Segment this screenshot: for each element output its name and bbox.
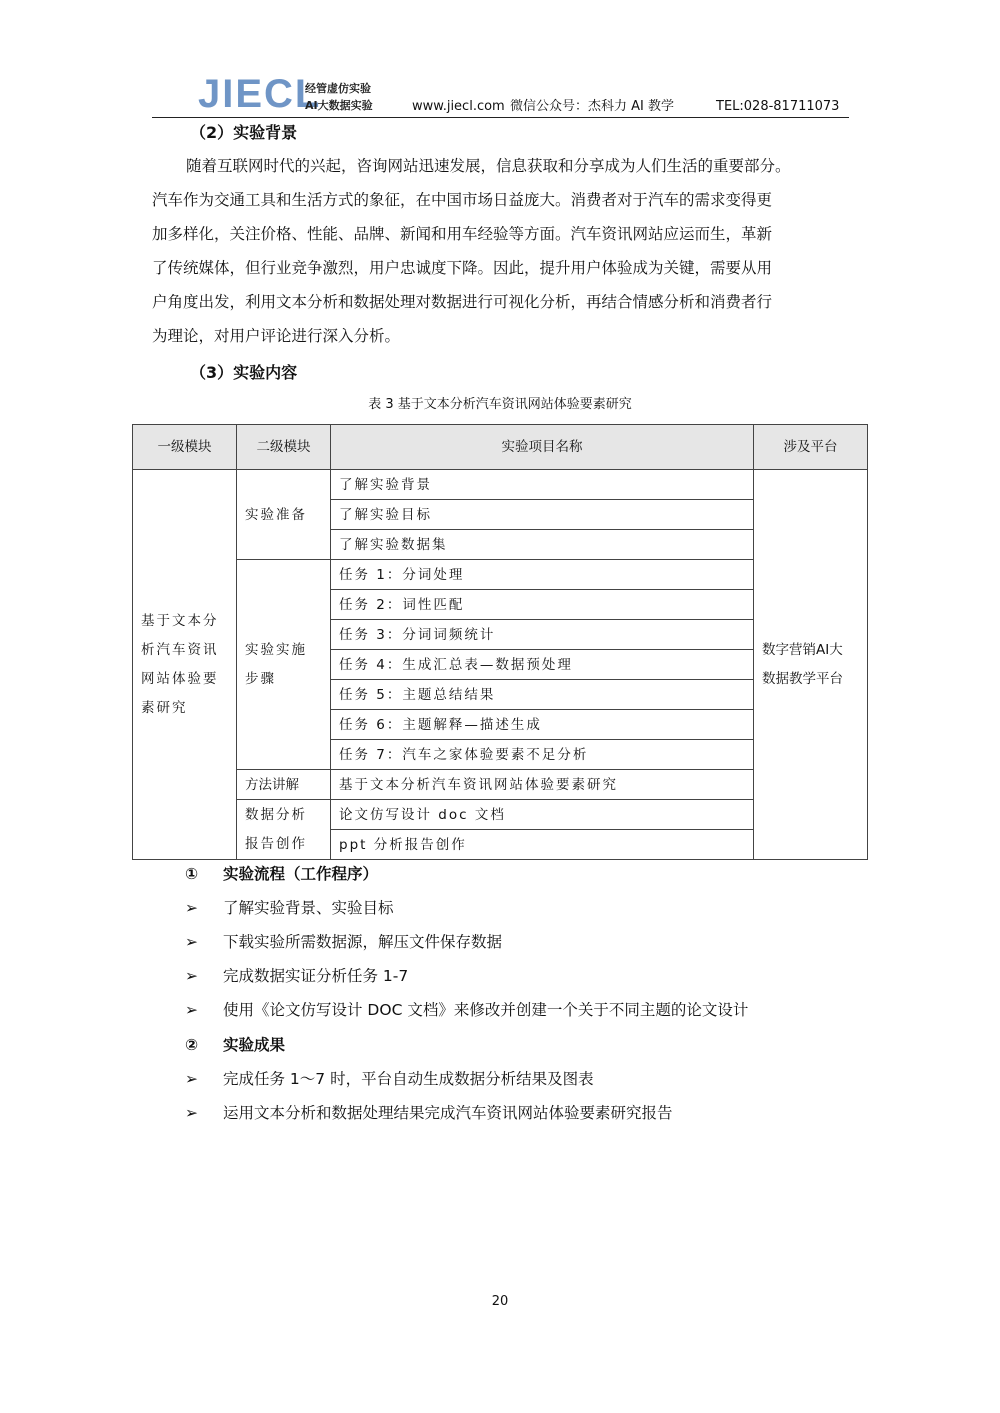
list-item-text: 使用《论文仿写设计 DOC 文档》来修改并创建一个关于不同主题的论文设计: [223, 1001, 749, 1019]
platform-cell: [754, 470, 868, 860]
results-heading: [185, 1034, 285, 1056]
list-item: [185, 965, 408, 987]
background-paragraph: [152, 149, 852, 353]
list-item-text: 了解实验背景、实验目标: [223, 899, 394, 917]
level1-text-line: 基于文本分: [141, 612, 219, 629]
paragraph-line: 加多样化，关注价格、性能、品牌、新闻和用车经验等方面。汽车资讯网站应运而生，革新: [152, 225, 773, 243]
circled-number-marker: ②: [185, 1036, 199, 1054]
paragraph-line: 随着互联网时代的兴起，咨询网站迅速发展，信息获取和分享成为人们生活的重要部分。: [186, 157, 791, 175]
project-name-cell: 任务 5：主题总结结果: [331, 680, 754, 710]
level2-text-line: 实验准备: [245, 506, 307, 523]
level2-text-line: 数据分析: [245, 806, 307, 823]
level2-module-cell: [237, 800, 331, 860]
project-name-cell: 任务 1：分词处理: [331, 560, 754, 590]
header-website: www.jiecl.com: [412, 99, 505, 114]
arrow-bullet-icon: ➢: [185, 967, 198, 985]
list-item-text: 运用文本分析和数据处理结果完成汽车资讯网站体验要素研究报告: [223, 1104, 673, 1122]
level1-text-line: 网站体验要: [141, 670, 219, 687]
project-name-cell: 了解实验目标: [331, 500, 754, 530]
project-name-cell: 任务 6：主题解释—描述生成: [331, 710, 754, 740]
project-name-cell: 任务 7：汽车之家体验要素不足分析: [331, 740, 754, 770]
project-name-cell: 了解实验数据集: [331, 530, 754, 560]
list-item-text: 下载实验所需数据源，解压文件保存数据: [223, 933, 503, 951]
brand-logo: JIECL: [198, 72, 322, 116]
brand-tagline: [305, 80, 373, 114]
table-header-cell: 二级模块: [237, 425, 331, 470]
experiment-table: [132, 424, 868, 860]
list-item: [185, 999, 748, 1021]
flow-title: 实验流程（工作程序）: [223, 865, 379, 883]
list-item: [185, 1102, 673, 1124]
level2-module-cell: [237, 470, 331, 560]
project-name-cell: ppt 分析报告创作: [331, 830, 754, 860]
list-item-text: 完成任务 1～7 时，平台自动生成数据分析结果及图表: [223, 1070, 594, 1088]
paragraph-line: 了传统媒体，但行业竞争激烈，用户忠诚度下降。因此，提升用户体验成为关键，需要从用: [152, 259, 773, 277]
arrow-bullet-icon: ➢: [185, 933, 198, 951]
arrow-bullet-icon: ➢: [185, 1104, 198, 1122]
project-name-cell: 任务 4：生成汇总表—数据预处理: [331, 650, 754, 680]
project-name-cell: 基于文本分析汽车资讯网站体验要素研究: [331, 770, 754, 800]
arrow-bullet-icon: ➢: [185, 1070, 198, 1088]
list-item: [185, 897, 394, 919]
level2-module-cell: [237, 560, 331, 770]
level2-text-line: 步骤: [245, 670, 276, 687]
list-item: [185, 931, 502, 953]
level1-text-line: 素研究: [141, 699, 188, 716]
table-header-cell: 实验项目名称: [331, 425, 754, 470]
brand-tagline-line2: AI大数据实验: [305, 99, 373, 112]
project-name-cell: 了解实验背景: [331, 470, 754, 500]
flow-heading: [185, 863, 378, 885]
section-heading-content: （3）实验内容: [190, 363, 298, 382]
paragraph-line: 户角度出发，利用文本分析和数据处理对数据进行可视化分析，再结合情感分析和消费者行: [152, 293, 773, 311]
table-row: [133, 470, 868, 500]
level2-module-cell: 方法讲解: [237, 770, 331, 800]
level1-text-line: 析汽车资讯: [141, 641, 219, 658]
section-heading-background: （2）实验背景: [190, 123, 298, 142]
table-caption: 表 3 基于文本分析汽车资讯网站体验要素研究: [368, 397, 632, 412]
list-item: [185, 1068, 594, 1090]
brand-tagline-line1: 经管虚仿实验: [305, 82, 371, 95]
arrow-bullet-icon: ➢: [185, 899, 198, 917]
project-name-cell: 任务 3：分词词频统计: [331, 620, 754, 650]
list-item-text: 完成数据实证分析任务 1-7: [223, 967, 409, 985]
platform-text-line: 数字营销AI大: [762, 641, 843, 658]
table-header-cell: 涉及平台: [754, 425, 868, 470]
project-name-cell: 任务 2：词性匹配: [331, 590, 754, 620]
header-divider: [152, 117, 849, 118]
level2-text-line: 实验实施: [245, 641, 307, 658]
level2-text-line: 报告创作: [245, 835, 307, 852]
results-title: 实验成果: [223, 1036, 286, 1054]
paragraph-line: 为理论，对用户评论进行深入分析。: [152, 327, 401, 345]
header-wechat: 微信公众号：杰科力 AI 教学: [510, 99, 674, 114]
header-phone: TEL:028-81711073: [716, 99, 840, 114]
platform-text-line: 数据教学平台: [762, 670, 843, 687]
table-header-cell: 一级模块: [133, 425, 237, 470]
table-header-row: [133, 425, 868, 470]
project-name-cell: 论文仿写设计 doc 文档: [331, 800, 754, 830]
page-number: 20: [491, 1294, 509, 1309]
paragraph-line: 汽车作为交通工具和生活方式的象征，在中国市场日益庞大。消费者对于汽车的需求变得更: [152, 191, 773, 209]
level1-module-cell: [133, 470, 237, 860]
circled-number-marker: ①: [185, 865, 199, 883]
arrow-bullet-icon: ➢: [185, 1001, 198, 1019]
